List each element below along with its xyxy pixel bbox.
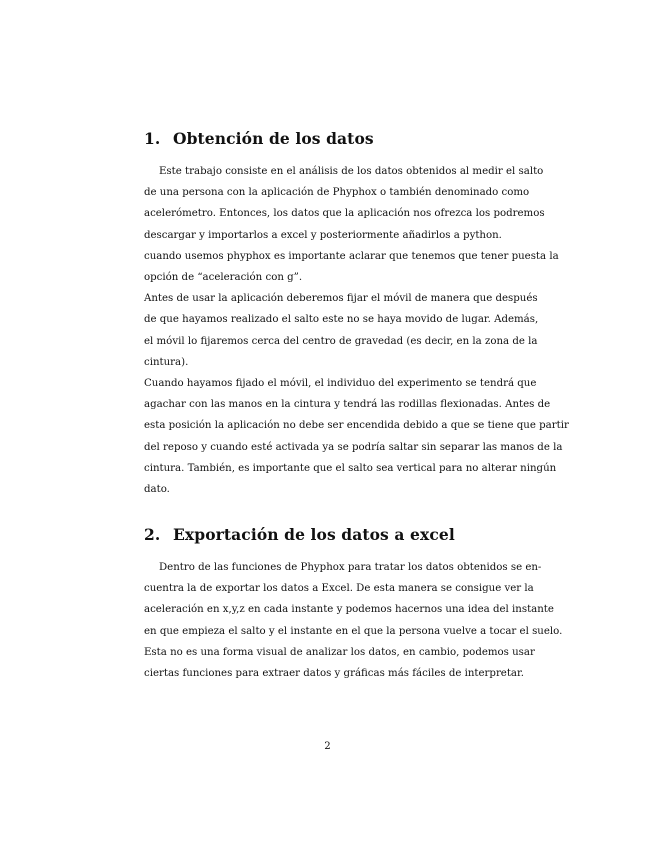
section-1-heading bbox=[144, 129, 374, 148]
text-line: aceleración en x,y,z en cada instante y podemos hacernos una idea del instante bbox=[144, 604, 554, 616]
text-line: descargar y importarlos a excel y posteriormente añadirlos a python. bbox=[144, 229, 502, 241]
section-2-title: Exportación de los datos a excel bbox=[173, 525, 455, 544]
section-1-paragraph-1 bbox=[144, 161, 545, 246]
text-line: acelerómetro. Entonces, los datos que la aplicación nos ofrezca los podremos bbox=[144, 208, 545, 220]
section-1-paragraph-4 bbox=[144, 373, 569, 500]
section-1-number: 1. bbox=[144, 129, 161, 148]
page-number: 2 bbox=[324, 741, 331, 752]
text-line: el móvil lo fijaremos cerca del centro de gravedad (es decir, en la zona de la bbox=[144, 335, 538, 347]
section-1-paragraph-2 bbox=[144, 246, 559, 288]
text-line: de que hayamos realizado el salto este no se haya movido de lugar. Además, bbox=[144, 314, 539, 326]
text-line: Esta no es una forma visual de analizar los datos, en cambio, podemos usar bbox=[144, 646, 535, 658]
text-line: del reposo y cuando esté activada ya se podría saltar sin separar las manos de la bbox=[144, 441, 563, 453]
text-line: cintura. También, es importante que el salto sea vertical para no alterar ningún bbox=[144, 462, 557, 474]
section-2-paragraph-1 bbox=[144, 557, 563, 684]
text-line: Este trabajo consiste en el análisis de los datos obtenidos al medir el salto bbox=[159, 166, 544, 177]
text-line: agachar con las manos en la cintura y tendrá las rodillas flexionadas. Antes de bbox=[144, 399, 551, 411]
text-line: en que empieza el salto y el instante en el que la persona vuelve a tocar el suelo. bbox=[144, 625, 563, 637]
text-line: Cuando hayamos fijado el móvil, el individuo del experimento se tendrá que bbox=[144, 378, 537, 389]
section-1-paragraph-3 bbox=[144, 288, 539, 373]
section-1-title: Obtención de los datos bbox=[173, 129, 374, 148]
section-2-number: 2. bbox=[144, 525, 161, 544]
text-line: opción de “aceleración con g”. bbox=[144, 271, 303, 283]
text-line: dato. bbox=[144, 483, 170, 495]
text-line: esta posición la aplicación no debe ser encendida debido a que se tiene que partir bbox=[144, 420, 569, 432]
text-line: Antes de usar la aplicación deberemos fijar el móvil de manera que después bbox=[144, 293, 538, 305]
text-line: de una persona con la aplicación de Phyphox o también denominado como bbox=[144, 187, 530, 199]
text-line: Dentro de las funciones de Phyphox para tratar los datos obtenidos se en- bbox=[159, 562, 542, 573]
text-line: cuentra la de exportar los datos a Excel. De esta manera se consigue ver la bbox=[144, 583, 534, 595]
text-line: ciertas funciones para extraer datos y gráficas más fáciles de interpretar. bbox=[144, 667, 524, 679]
section-2-heading bbox=[144, 525, 455, 544]
text-line: cintura). bbox=[144, 356, 189, 368]
text-line: cuando usemos phyphox es importante aclarar que tenemos que tener puesta la bbox=[144, 250, 559, 262]
